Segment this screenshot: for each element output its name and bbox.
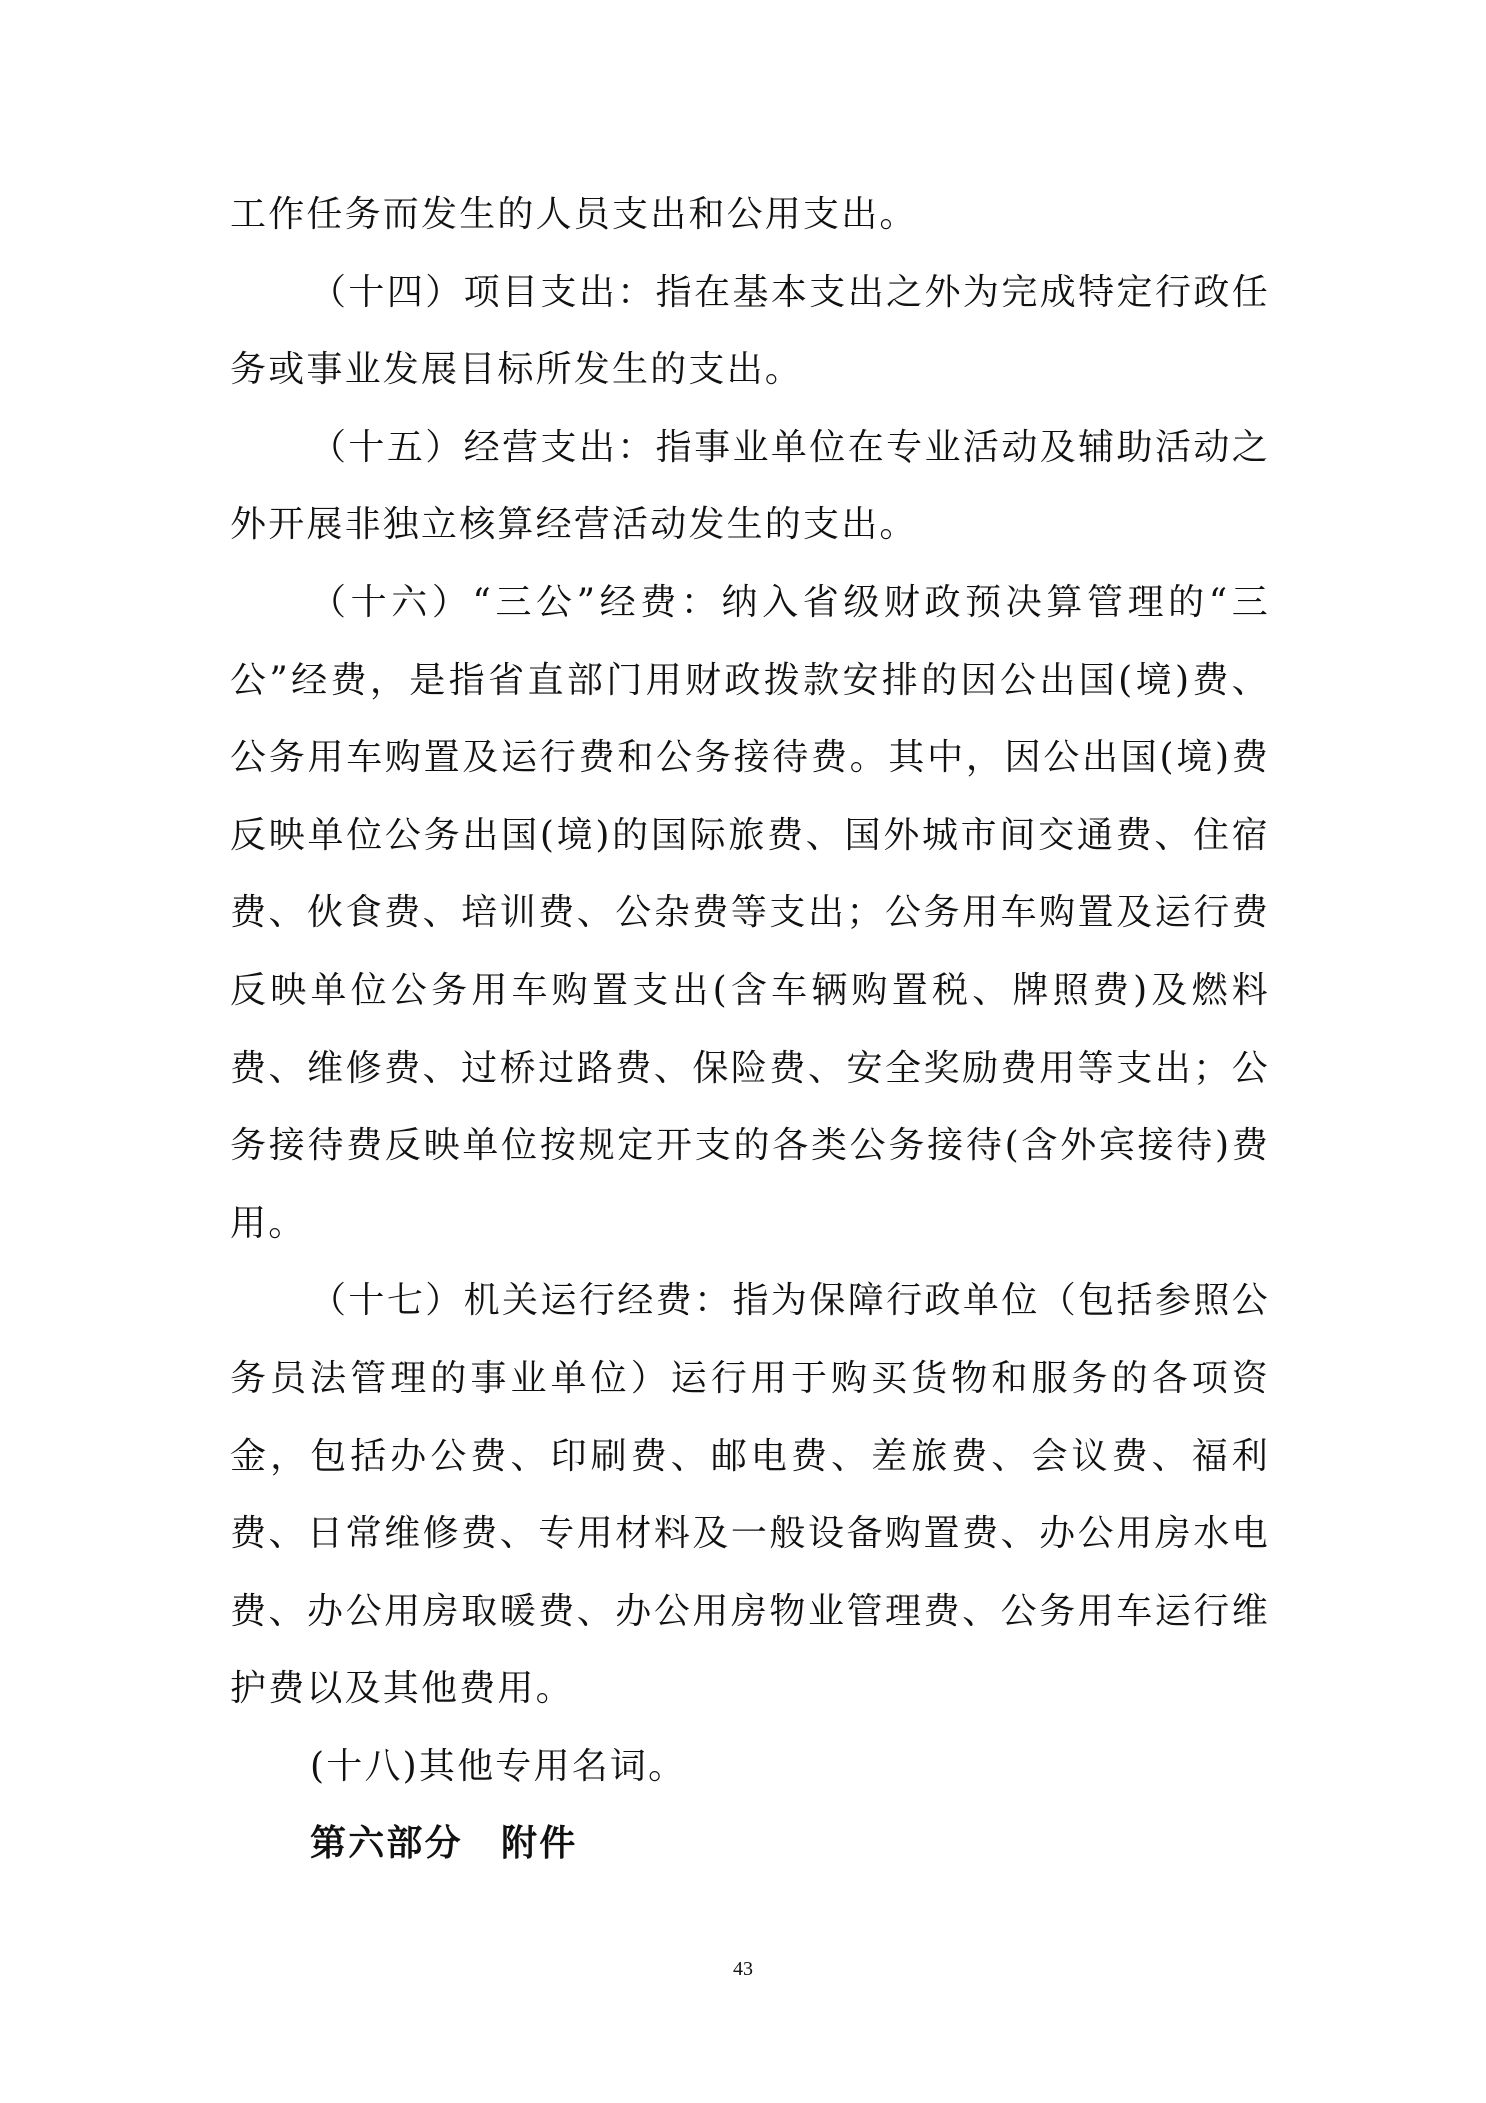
paragraph-operating-expenditure: （十五）经营支出：指事业单位在专业活动及辅助活动之外开展非独立核算经营活动发生的支出。 [230, 426, 1270, 546]
paragraph-continuation: 工作任务而发生的人员支出和公用支出。 [230, 194, 918, 235]
paragraph-three-public-expenses: （十六）“三公”经费：纳入省级财政预决算管理的“三公”经费，是指省直部门用财政拨款安排的因公出国(境)费、公务用车购置及运行费和公务接待费。其中，因公出国(境)费反映单位公务出国(境)的国际旅费、国外城市间交通费、住宿费、伙食费、培训费、公杂费等支出；公务用车购置及运行费反映单位公务用车购置支出(含车辆购置税、牌照费)及燃料费、维修费、过桥过路费、保险费、安全奖励费用等支出；公务接待费反映单位按规定开支的各类公务接待(含外宾接待)费用。 [230, 581, 1270, 1244]
section-heading: 第六部分 附件 [310, 1823, 578, 1865]
page-number: 43 [733, 1958, 753, 1980]
paragraph-agency-operating-expenses: （十七）机关运行经费：指为保障行政单位（包括参照公务员法管理的事业单位）运行用于购买货物和服务的各项资金，包括办公费、印刷费、邮电费、差旅费、会议费、福利费、日常维修费、专用材料及一般设备购置费、办公用房水电费、办公用房取暖费、办公用房物业管理费、公务用车运行维护费以及其他费用。 [230, 1280, 1270, 1710]
paragraph-other-terms: (十八)其他专用名词。 [310, 1745, 687, 1787]
document-body [230, 176, 1270, 1883]
paragraph-project-expenditure: （十四）项目支出：指在基本支出之外为完成特定行政任务或事业发展目标所发生的支出。 [230, 271, 1270, 391]
